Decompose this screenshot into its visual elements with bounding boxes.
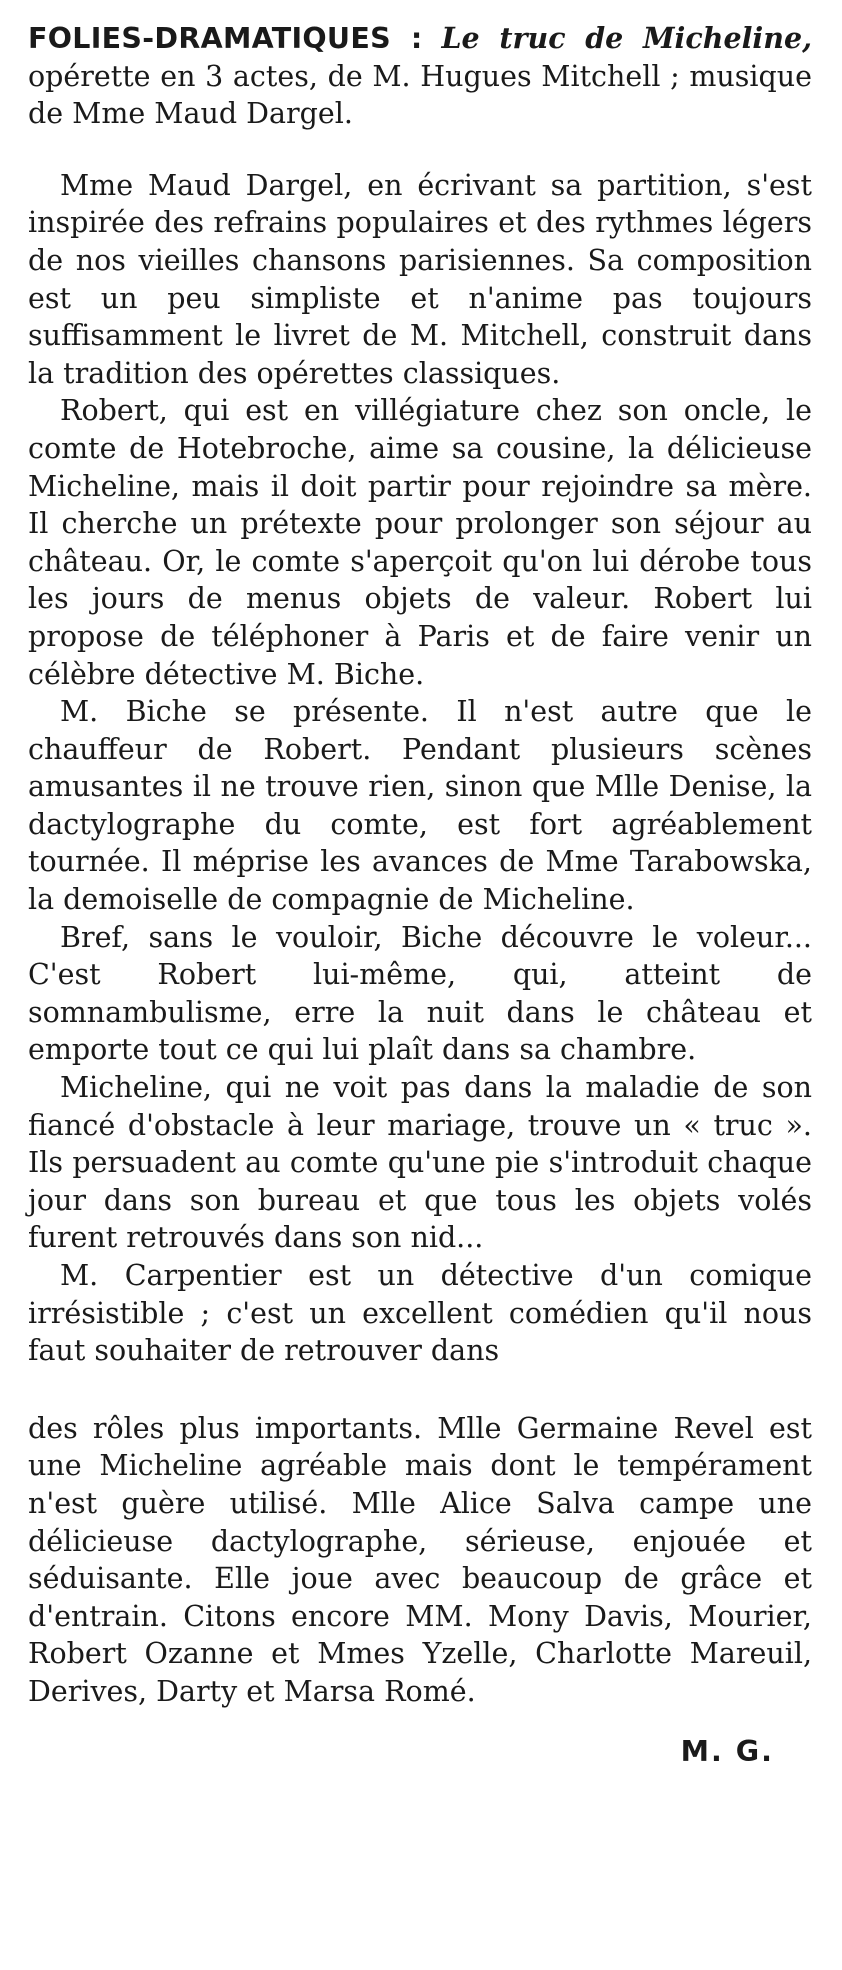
theatre-name: FOLIES-DRAMATIQUES : (28, 22, 423, 55)
paragraph-detective: M. Biche se présente. Il n'est autre que le chauffeur de Robert. Pendant plusieurs scènes amusantes il ne trouve rien, sinon que Mlle Denise, la dactylographe du comte, est fort agréablement tournée. Il méprise les avances de Mme Tarabowska, la demoiselle de compagnie de Micheline. (28, 695, 812, 917)
operetta-description: opérette en 3 actes, de M. Hugues Mitchell ; musique de Mme Maud Dargel. (28, 59, 812, 131)
review-header (28, 20, 812, 133)
paragraph-cast-continuation: des rôles plus importants. Mlle Germaine Revel est une Micheline agréable mais dont le tempérament n'est guère utilisé. Mlle Alice Salva campe une délicieuse dactylographe, sérieuse, enjouée et séduisante. Elle joue avec beaucoup de grâce et d'entrain. Citons encore MM. Mony Davis, Mourier, Robert Ozanne et Mmes Yzelle, Charlotte Mareuil, Derives, Darty et Marsa Romé. (28, 1411, 812, 1708)
paragraph-cast-intro: M. Carpentier est un détective d'un comique irrésistible ; c'est un excellent comédien qu'il nous faut souhaiter de retrouver dans (28, 1259, 812, 1368)
paragraph-plot-setup: Robert, qui est en villégiature chez son oncle, le comte de Hotebroche, aime sa cousine, la délicieuse Micheline, mais il doit partir pour rejoindre sa mère. Il cherche un prétexte pour prolonger son séjour au château. Or, le comte s'aperçoit qu'on lui dérobe tous les jours de menus objets de valeur. Robert lui propose de téléphoner à Paris et de faire venir un célèbre détective M. Biche. (28, 394, 812, 691)
paragraph-music: Mme Maud Dargel, en écrivant sa partition, s'est inspirée des refrains populaires et des rythmes légers de nos vieilles chansons parisiennes. Sa composition est un peu simpliste et n'anime pas toujours suffisamment le livret de M. Mitchell, construit dans la tradition des opérettes classiques. (28, 168, 812, 390)
review-article (28, 20, 812, 1770)
paragraph-discovery: Bref, sans le vouloir, Biche découvre le voleur... C'est Robert lui-même, qui, atteint de somnambulisme, erre la nuit dans le château et emporte tout ce qui lui plaît dans sa chambre. (28, 920, 812, 1067)
operetta-title: Le truc de Micheline, (441, 21, 812, 55)
author-signature: M. G. (680, 1734, 774, 1768)
paragraph-resolution: Micheline, qui ne voit pas dans la maladie de son fiancé d'obstacle à leur mariage, trouve un « truc ». Ils persuadent au comte qu'une pie s'introduit chaque jour dans son bureau et que tous les objets volés furent retrouvés dans son nid... (28, 1071, 812, 1255)
column-break-gap (28, 1370, 812, 1410)
